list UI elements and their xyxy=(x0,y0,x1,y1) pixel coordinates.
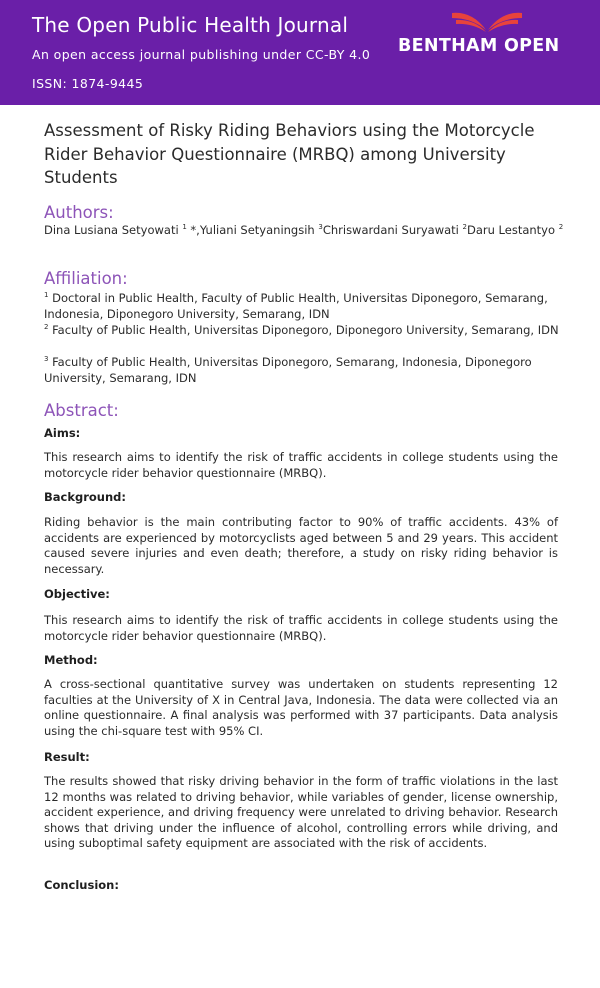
objective-text: This research aims to identify the risk of traffic accidents in college students using the motorcycle rider behavior questionnaire (MRBQ). xyxy=(44,613,558,643)
author-sup: 2 xyxy=(558,223,564,231)
affiliation-heading: Affiliation: xyxy=(44,269,128,288)
affiliation-text: Doctoral in Public Health, Faculty of Public Health, Universitas Diponegoro, Semarang, Indonesia, Diponegoro University, Semarang, IDN xyxy=(44,291,548,321)
publisher-logo xyxy=(398,8,578,63)
issn: ISSN: 1874-9445 xyxy=(32,76,144,91)
affiliation-sup: 1 xyxy=(44,291,49,299)
objective-label: Objective: xyxy=(44,587,110,601)
author-name: Yuliani Setyaningsih xyxy=(199,223,315,237)
author-sup: 2 xyxy=(462,223,467,231)
author-name: Dina Lusiana Setyowati xyxy=(44,223,179,237)
author-suffix: *, xyxy=(186,223,200,237)
journal-header xyxy=(0,0,600,105)
publisher-wings-icon xyxy=(450,10,524,36)
article-title: Assessment of Risky Riding Behaviors using the Motorcycle Rider Behavior Questionnaire (MRBQ) among University Students xyxy=(44,121,535,187)
method-text: A cross-sectional quantitative survey was undertaken on students representing 12 faculties at the University of X in Central Java, Indonesia. The data were collected via an online questionnaire. A final analysis was performed with 37 participants. Data analysis using the chi-square test with 95% CI. xyxy=(44,677,558,738)
affiliation-item xyxy=(44,291,564,322)
publisher-name: BENTHAM OPEN xyxy=(398,36,560,56)
license-line: An open access journal publishing under CC-BY 4.0 xyxy=(32,47,371,62)
affiliation-text: Faculty of Public Health, Universitas Diponegoro, Diponegoro University, Semarang, IDN xyxy=(52,323,559,337)
aims-text: This research aims to identify the risk of traffic accidents in college students using the motorcycle rider behavior questionnaire (MRBQ). xyxy=(44,450,558,480)
background-label: Background: xyxy=(44,490,126,504)
aims-label: Aims: xyxy=(44,426,81,440)
background-text: Riding behavior is the main contributing factor to 90% of traffic accidents. 43% of accidents are experienced by motorcyclists aged between 5 and 29 years. This accident caused severe injuries and even death; therefore, a study on risky riding behavior is necessary. xyxy=(44,515,558,576)
affiliation-item xyxy=(44,323,564,339)
journal-name: The Open Public Health Journal xyxy=(32,13,349,37)
affiliation-text: Faculty of Public Health, Universitas Diponegoro, Semarang, Indonesia, Diponegoro University, Semarang, IDN xyxy=(44,355,532,385)
result-label: Result: xyxy=(44,750,90,764)
affiliation-item xyxy=(44,355,564,386)
affiliation-sup: 2 xyxy=(44,323,49,331)
author-name: Daru Lestantyo xyxy=(466,223,556,237)
method-label: Method: xyxy=(44,653,98,667)
author-name: Chriswardani Suryawati xyxy=(322,223,459,237)
conclusion-label: Conclusion: xyxy=(44,878,119,892)
author-sup: 1 xyxy=(182,223,187,231)
abstract-heading: Abstract: xyxy=(44,401,119,420)
result-text: The results showed that risky driving behavior in the form of traffic violations in the last 12 months was related to driving behavior, while variables of gender, license ownership, accident experience, and driving frequency were unrelated to driving behavior. Research shows that driving under the influence of alcohol, controlling errors while driving, and using suboptimal safety equipment are associated with the risk of accidents. xyxy=(44,774,558,850)
authors-list xyxy=(44,223,564,239)
authors-heading: Authors: xyxy=(44,203,114,222)
author-sup: 3 xyxy=(318,223,323,231)
affiliation-sup: 3 xyxy=(44,355,49,363)
